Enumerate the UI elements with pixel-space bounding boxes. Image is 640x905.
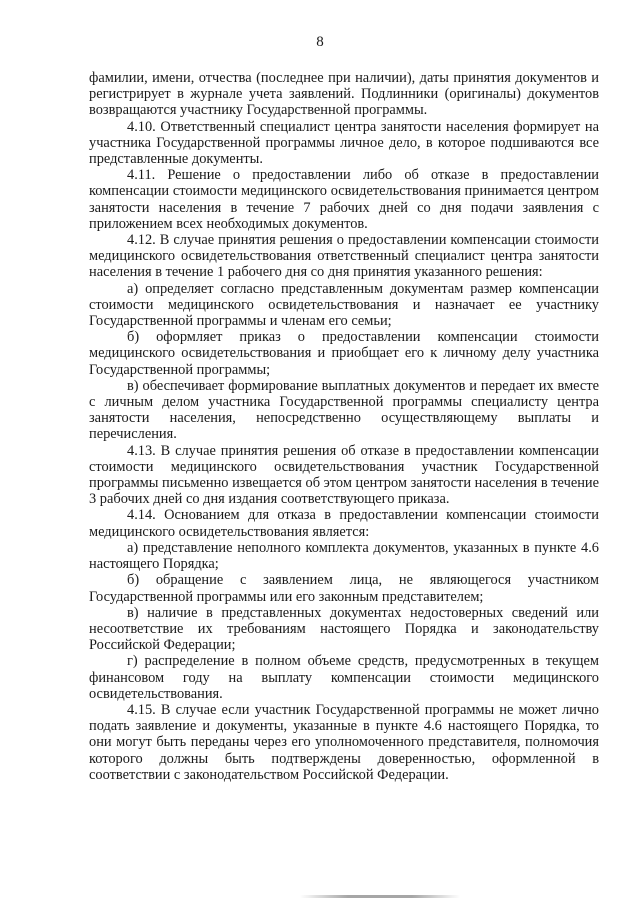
paragraph-4-14-c: в) наличие в представленных документах недостоверных сведений или несоответствие их требованиям настоящего Порядка и законодательству Российской Федерации; [89,604,599,654]
paragraph-4-12: 4.12. В случае принятия решения о предоставлении компенсации стоимости медицинского освидетельствования ответственный специалист центра занятости населения в течение 1 рабочего дня со дня принятия указанного решения: [89,232,599,281]
paragraph-4-13: 4.13. В случае принятия решения об отказе в предоставлении компенсации стоимости медицинского освидетельствования участник Государственной программы письменно извещается об этом центром занятости населения в течение 3 рабочих дней со дня издания соответствующего приказа. [89,442,599,508]
paragraph-4-10: 4.10. Ответственный специалист центра занятости населения формирует на участника Государственной программы личное дело, в которое подшиваются все представленные документы. [89,118,599,168]
paragraph-4-12-a: а) определяет согласно представленным документам размер компенсации стоимости медицинского освидетельствования и назначает ее участнику Государственной программы и членам его семьи; [89,280,599,330]
paragraph-4-15: 4.15. В случае если участник Государственной программы не может лично подать заявление и документы, указанные в пункте 4.6 настоящего Порядка, то они могут быть переданы через его уполномоченного представителя, полномочия которого должны быть подтверждены доверенностью, оформленной в соответствии с законодательством Российской Федерации. [89,701,599,783]
page-number: 8 [316,34,324,50]
paragraph-continuation: фамилии, имени, отчества (последнее при наличии), даты принятия документов и регистрирует в журнале учета заявлений. Подлинники (оригиналы) документов возвращаются участнику Государственной программы. [89,70,599,119]
paragraph-4-14-a: а) представление неполного комплекта документов, указанных в пункте 4.6 настоящего Порядка; [89,539,599,573]
scan-edge-artifact [300,895,460,898]
paragraph-4-12-c: в) обеспечивает формирование выплатных документов и передает их вместе с личным делом участника Государственной программы специалисту центра занятости населения, непосредственно осуществляющему выплаты и перечисления. [89,377,599,443]
document-body [89,70,599,783]
paragraph-4-14-b: б) обращение с заявлением лица, не являющегося участником Государственной программы или его законным представителем; [89,572,599,605]
paragraph-4-12-b: б) оформляет приказ о предоставлении компенсации стоимости медицинского освидетельствования и приобщает его к личному делу участника Государственной программы; [89,329,599,378]
paragraph-4-14-d: г) распределение в полном объеме средств, предусмотренных в текущем финансовом году на выплату компенсации стоимости медицинского освидетельствования. [89,653,599,702]
paragraph-4-14: 4.14. Основанием для отказа в предоставлении компенсации стоимости медицинского освидетельствования является: [89,507,599,540]
paragraph-4-11: 4.11. Решение о предоставлении либо об отказе в предоставлении компенсации стоимости медицинского освидетельствования принимается центром занятости населения в течение 7 рабочих дней со дня подачи заявления с приложением всех необходимых документов. [89,167,599,232]
